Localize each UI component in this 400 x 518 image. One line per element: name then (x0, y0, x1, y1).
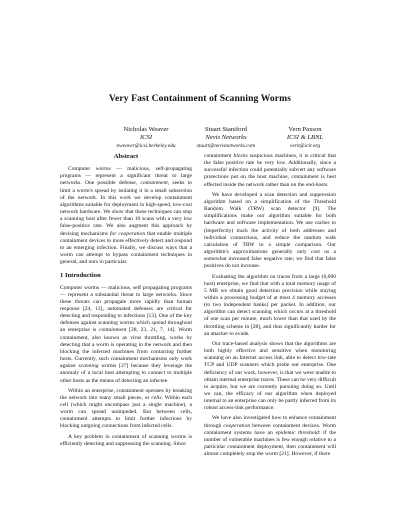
author-name: Vern Paxson (288, 126, 322, 133)
author-email: nweaver@icsi.berkeley.edu (116, 143, 176, 150)
author-email: stuart@nevisnetworks.com (196, 143, 256, 150)
right-paragraph-3: Evaluating the algorithm on traces from a large (6,000 host) enterprise, we find that with a total memory usage of 5 MB we obtain good detection precision while staying within a processing budget of at most 4 memory accesses (to two independent banks) per packet. In addition, our algorithm can detect scanning which occurs at a threshold of one scan per minute, much lower than that used by the throttling scheme in [28], and thus significantly harder for an attacker to evade. (204, 273, 336, 337)
intro-paragraph-2: Within an enterprise, containment operates by breaking the network into many small pieces, or cells. Within each cell (which might encompass just a single machine), a worm can spread unimpeded. But between cells, containment attempts to limit further infections by blocking outgoing connections from infected cells. (60, 387, 192, 430)
right-column (204, 153, 336, 461)
abstract-heading: Abstract (113, 153, 139, 160)
right-paragraph-4: Our trace-based analysis shows that the algorithms are both highly effective and sensitive when monitoring scanning on an Internet access link, able to detect low-rate TCP and UDP scanners which probe our enterprise. One deficiency of our work, however, is that we were unable to obtain internal enterprise traces. These can be very difficult to acquire, but we are currently pursuing doing so. Until we can, the efficacy of our algorithm when deployed internal to an enterprise can only be partly inferred from its robust access-link performance. (204, 340, 336, 412)
author-name: Stuart Staniford (205, 126, 247, 133)
paper-title: Very Fast Containment of Scanning Worms (108, 93, 292, 104)
right-paragraph-2: We have developed a scan detection and suppression algorithm based on a simplification of the Threshold Random Walk (TRW) scan detector [9]. The simplifications make our algorithm suitable for both hardware and software implementation. We use caches to (imperfectly) track the activity of both addresses and individual connections, and reduce the random walk calculation of TRW to a simple comparison. Our algorithm's approximations generally only cost us a somewhat increased false negative rate; we find that false positives do not increase. (204, 191, 336, 270)
right-paragraph-1: containment blocks suspicious machines, it is critical that the false positive rate be very low. Additionally, since a successful infection could potentially subvert any software protections put on the host machine, containment is best effected inside the network rather than on the end-hosts. (204, 153, 336, 188)
author-affiliation: ICSI (139, 134, 153, 142)
author-affiliation: ICSI & LBNL (286, 134, 324, 142)
section-heading-introduction: 1 Introduction (60, 272, 101, 280)
intro-paragraph-1: Computer worms — malicious, self propagating programs — represent a substantial threat to large networks. Since these threats can propagate more rapidly than human response [24, 12], automated defenses are critical for detecting and responding to infections [13]. One of the key defenses against scanning worms which spread throughout an enterprise is containment [28, 23, 21, 7, 14]. Worm containment, also known as virus throttling, works by detecting that a worm is operating in the network and then blocking the infected machines from contacting further hosts. Currently, such containment mechanisms only work against scanning worms [27] because they leverage the anomaly of a local host attempting to connect to multiple other hosts as the means of detecting an infectee. (60, 284, 192, 384)
author-affiliation: Nevis Networks (205, 134, 247, 142)
abstract-paragraph: Computer worms — malicious, self-propagating programs — represent a significant threat to large networks. One possible defense, containment, seeks to limit a worm's spread by isolating it in a small subsection of the network. In this work we develop containment algorithms suitable for deployment in high-speed, low-cost network hardware. We show that these techniques can stop a scanning host after fewer than 10 scans with a very low false-positive rate. We also augment this approach by devising mechanisms for cooperation that enable multiple containment devices to more effectively detect and respond to an emerging infection. Finally, we discuss ways that a worm can attempt to bypass containment techniques in general, and ours in particular. (60, 166, 192, 266)
author-3 (255, 126, 355, 151)
intro-paragraph-3: A key problem in containment of scanning worms is efficiently detecting and suppressing the scanning. Since (60, 433, 192, 447)
left-column (60, 153, 192, 451)
author-name: Nicholas Weaver (123, 126, 169, 133)
right-paragraph-5: We have also investigated how to enhance containment through cooperation between containment devices. Worm containment systems have an epidemic threshold: if the number of vulnerable machines is few enough relative to a particular containment deployment, then containment will almost completely stop the worm [21]. However, if there (204, 415, 336, 458)
author-email: vern@icir.org (289, 143, 321, 150)
